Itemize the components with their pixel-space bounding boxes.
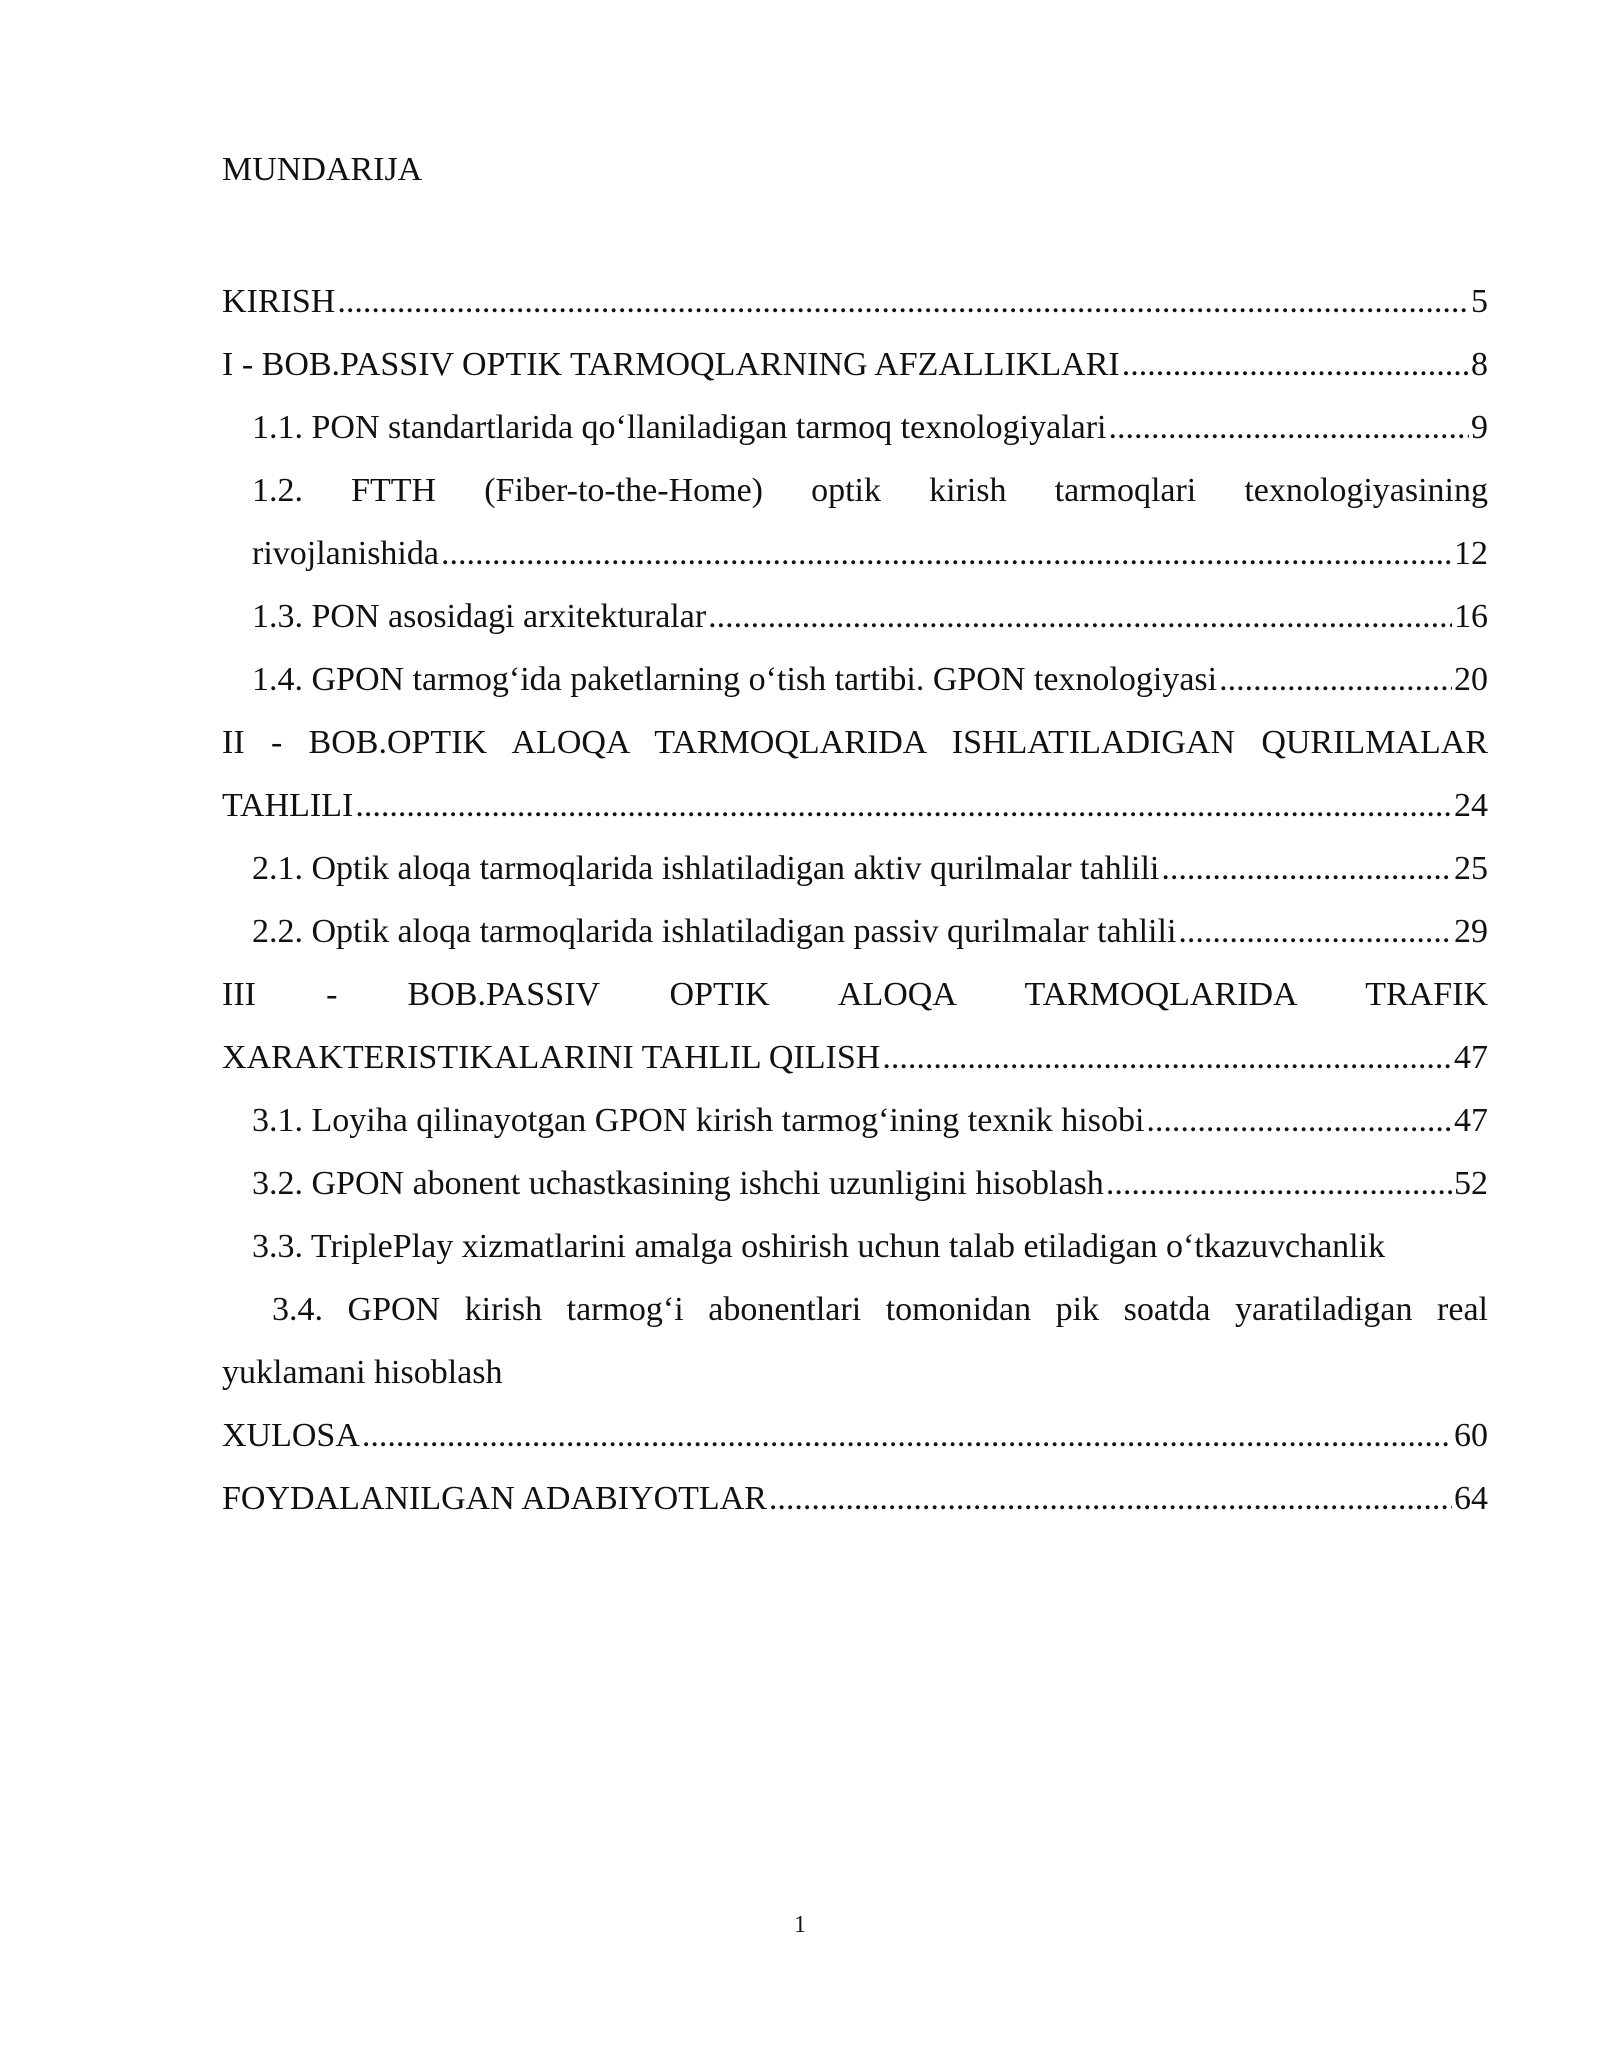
- dot-leader: [882, 1026, 1452, 1089]
- toc-entry-chapter-2-line2: [222, 774, 1488, 837]
- toc-entry-kirish: [222, 270, 1488, 333]
- toc-entry-title: 3.1. Loyiha qilinayotgan GPON kirish tarmog‘ining texnik hisobi: [252, 1102, 1145, 1139]
- toc-entry-section-3-1: [222, 1089, 1488, 1152]
- toc-entry-chapter-3-line2: [222, 1026, 1488, 1089]
- dot-leader: [1161, 837, 1452, 900]
- toc-page-number: 52: [1454, 1165, 1488, 1202]
- toc-page-number: 16: [1454, 598, 1488, 635]
- dot-leader: [1146, 1089, 1452, 1152]
- dot-leader: [769, 1467, 1452, 1530]
- toc-entry-xulosa: [222, 1404, 1488, 1467]
- toc-entry-title: XULOSA: [222, 1417, 360, 1454]
- contents-heading: MUNDARIJA: [222, 151, 423, 188]
- toc-page-number: 20: [1454, 661, 1488, 698]
- toc-entry-section-3-4-line2: yuklamani hisoblash: [222, 1354, 503, 1391]
- toc-entry-title: XARAKTERISTIKALARINI TAHLIL QILISH: [222, 1039, 881, 1076]
- table-of-contents: [222, 270, 1488, 1530]
- toc-entry-section-1-3: [222, 585, 1488, 648]
- dot-leader: [441, 522, 1452, 585]
- toc-entry-section-3-4: [222, 1278, 1488, 1404]
- dot-leader: [337, 270, 1469, 333]
- toc-page-number: 12: [1454, 535, 1488, 572]
- toc-entry-section-1-2-line2: [222, 522, 1488, 585]
- toc-page-number: 8: [1471, 346, 1488, 383]
- toc-entry-title: I - BOB.PASSIV OPTIK TARMOQLARNING AFZALLIKLARI: [222, 346, 1120, 383]
- dot-leader: [708, 585, 1452, 648]
- toc-entry-title: 1.3. PON asosidagi arxitekturalar: [252, 598, 707, 635]
- toc-entry-section-3-4-line1: 3.4. GPON kirish tarmog‘i abonentlari tomonidan pik soatda yaratiladigan real: [272, 1291, 1488, 1328]
- toc-entry-title: FOYDALANILGAN ADABIYOTLAR: [222, 1480, 767, 1517]
- toc-entry-chapter-3-line1: III - BOB.PASSIV OPTIK ALOQA TARMOQLARIDA TRAFIK: [222, 976, 1488, 1013]
- toc-page-number: 5: [1471, 283, 1488, 320]
- toc-entry-title: TAHLILI: [222, 787, 354, 824]
- toc-page-number: 64: [1454, 1480, 1488, 1517]
- toc-entry-title: 2.2. Optik aloqa tarmoqlarida ishlatiladigan passiv qurilmalar tahlili: [252, 913, 1177, 950]
- toc-entry-references: [222, 1467, 1488, 1530]
- toc-entry-title: 1.4. GPON tarmog‘ida paketlarning o‘tish tartibi. GPON texnologiyasi: [252, 661, 1218, 698]
- toc-entry-section-3-3: 3.3. TriplePlay xizmatlarini amalga oshirish uchun talab etiladigan o‘tkazuvchanlik: [252, 1228, 1386, 1265]
- toc-entry-section-1-4: [222, 648, 1488, 711]
- toc-entry-section-1-2-line1: 1.2. FTTH (Fiber-to-the-Home) optik kirish tarmoqlari texnologiyasining: [252, 472, 1488, 509]
- dot-leader: [362, 1404, 1452, 1467]
- toc-page-number: 24: [1454, 787, 1488, 824]
- toc-entry-title: 2.1. Optik aloqa tarmoqlarida ishlatiladigan aktiv qurilmalar tahlili: [252, 850, 1160, 887]
- toc-entry-title: 1.1. PON standartlarida qo‘llaniladigan tarmoq texnologiyalari: [252, 409, 1107, 446]
- toc-page-number: 47: [1454, 1039, 1488, 1076]
- toc-entry-chapter-1: [222, 333, 1488, 396]
- toc-page-number: 29: [1454, 913, 1488, 950]
- page-number: 1: [794, 1912, 806, 1938]
- toc-page-number: 60: [1454, 1417, 1488, 1454]
- toc-page-number: 9: [1471, 409, 1488, 446]
- dot-leader: [1219, 648, 1452, 711]
- toc-entry-section-1-1: [222, 396, 1488, 459]
- toc-entry-section-3-2: [222, 1152, 1488, 1215]
- dot-leader: [1178, 900, 1452, 963]
- toc-entry-chapter-2-line1: II - BOB.OPTIK ALOQA TARMOQLARIDA ISHLATILADIGAN QURILMALAR: [222, 724, 1488, 761]
- dot-leader: [1106, 1152, 1452, 1215]
- toc-entry-title: rivojlanishida: [252, 535, 439, 572]
- toc-entry-section-2-1: [222, 837, 1488, 900]
- dot-leader: [355, 774, 1452, 837]
- toc-entry-title: KIRISH: [222, 283, 336, 320]
- toc-entry-title: 3.2. GPON abonent uchastkasining ishchi uzunligini hisoblash: [252, 1165, 1104, 1202]
- toc-entry-section-2-2: [222, 900, 1488, 963]
- toc-page-number: 25: [1454, 850, 1488, 887]
- dot-leader: [1122, 333, 1469, 396]
- dot-leader: [1109, 396, 1470, 459]
- toc-page-number: 47: [1454, 1102, 1488, 1139]
